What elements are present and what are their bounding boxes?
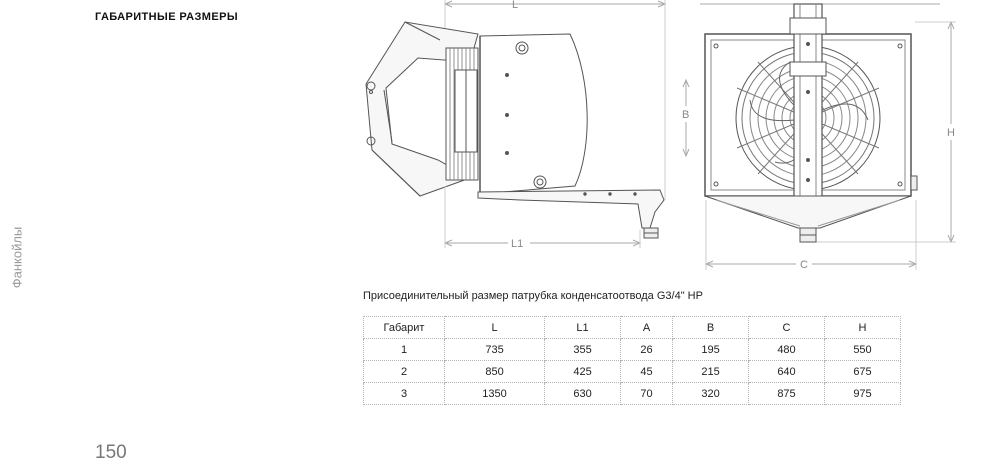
table-cell: 45 (621, 361, 673, 383)
dim-label-L1: L1 (511, 238, 524, 250)
table-cell: 355 (545, 339, 621, 361)
table-row (364, 361, 901, 383)
table-cell: 1 (364, 339, 445, 361)
table-header-cell: L1 (545, 317, 621, 339)
table-header-cell: A (621, 317, 673, 339)
dim-label-B: B (682, 109, 690, 121)
table-cell: 640 (749, 361, 825, 383)
table-cell: 1350 (445, 383, 545, 405)
dim-label-C: C (800, 259, 808, 271)
table-header-cell: C (749, 317, 825, 339)
table-cell: 70 (621, 383, 673, 405)
section-heading: ГАБАРИТНЫЕ РАЗМЕРЫ (95, 11, 238, 23)
table-cell: 2 (364, 361, 445, 383)
side-section-label: Фанкойлы (9, 226, 25, 289)
table-header-cell: H (824, 317, 900, 339)
table-cell: 735 (445, 339, 545, 361)
table-cell: 195 (673, 339, 749, 361)
table-cell: 850 (445, 361, 545, 383)
side-view (366, 0, 665, 248)
table-cell: 480 (749, 339, 825, 361)
table-header-row (364, 317, 901, 339)
table-cell: 975 (824, 383, 900, 405)
table-header-cell: L (445, 317, 545, 339)
table-row (364, 339, 901, 361)
table-cell: 215 (673, 361, 749, 383)
table-cell: 320 (673, 383, 749, 405)
dim-label-L: L (512, 0, 519, 11)
front-view (683, 4, 956, 270)
table-header-cell: Габарит (364, 317, 445, 339)
table-cell: 675 (824, 361, 900, 383)
table-caption: Присоединительный размер патрубка конденсатоотвода G3/4" НР (363, 290, 703, 302)
table-cell: 26 (621, 339, 673, 361)
table-cell: 550 (824, 339, 900, 361)
table-cell: 630 (545, 383, 621, 405)
table-row (364, 383, 901, 405)
table-cell: 3 (364, 383, 445, 405)
dim-label-H: H (947, 127, 955, 139)
page-number: 150 (95, 442, 127, 463)
table-cell: 425 (545, 361, 621, 383)
table-cell: 875 (749, 383, 825, 405)
table-header-cell: B (673, 317, 749, 339)
dimensions-table (363, 316, 901, 405)
